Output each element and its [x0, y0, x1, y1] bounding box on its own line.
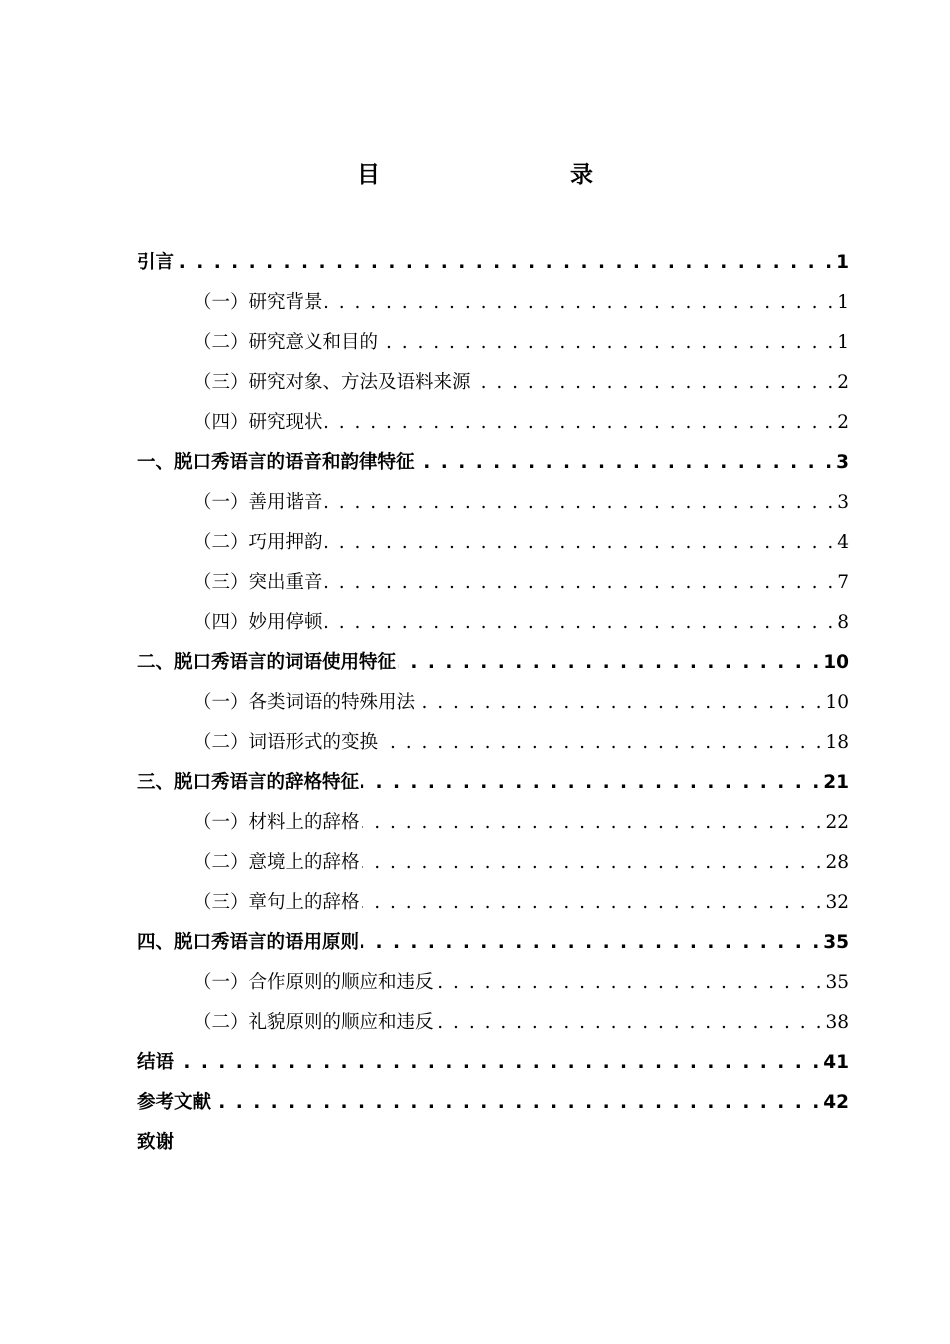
toc-dot-leader: [398, 648, 821, 678]
toc-entry-label: （一）善用谐音: [193, 492, 323, 513]
toc-entry-label: （三）突出重音: [193, 572, 323, 593]
toc-chapter-entry[interactable]: [137, 918, 849, 958]
toc-page-number: 3: [836, 452, 849, 473]
toc-page-number: 1: [837, 292, 849, 313]
toc-dot-leader: [380, 328, 835, 358]
toc-title: 目 录: [357, 162, 641, 188]
toc-entry-label: 三、脱口秀语言的辞格特征: [137, 772, 360, 793]
toc-section-entry[interactable]: [137, 358, 849, 398]
toc-section-entry[interactable]: [137, 998, 849, 1038]
toc-entry-label: （三）研究对象、方法及语料来源: [193, 372, 471, 393]
toc-dot-leader: [362, 848, 824, 878]
toc-entry-label: （一）材料上的辞格: [193, 812, 360, 833]
toc-page-number: 21: [823, 772, 849, 793]
toc-page-number: 35: [823, 932, 849, 953]
toc-page-number: 1: [836, 252, 849, 273]
toc-entry-label: （二）意境上的辞格: [193, 852, 360, 873]
toc-section-entry[interactable]: [137, 958, 849, 998]
toc-section-entry[interactable]: [137, 398, 849, 438]
toc-section-entry[interactable]: [137, 798, 849, 838]
toc-page-number: 2: [837, 372, 849, 393]
toc-entry-label: （二）研究意义和目的: [193, 332, 379, 353]
toc-dot-leader: [325, 528, 836, 558]
toc-dot-leader: [361, 768, 821, 798]
toc-section-entry[interactable]: [137, 718, 849, 758]
toc-entry-label: （一）各类词语的特殊用法: [193, 692, 416, 713]
toc-dot-leader: [176, 1048, 821, 1078]
toc-entry-label: 二、脱口秀语言的词语使用特征: [137, 652, 397, 673]
toc-entry-label: （二）词语形式的变换: [193, 732, 379, 753]
toc-dot-leader: [176, 248, 834, 278]
toc-page-number: 38: [825, 1012, 849, 1033]
toc-section-entry[interactable]: [137, 278, 849, 318]
toc-page-number: 32: [825, 892, 849, 913]
toc-dot-leader: [325, 408, 836, 438]
toc-section-entry[interactable]: [137, 678, 849, 718]
toc-page-number: 3: [837, 492, 849, 513]
toc-section-entry[interactable]: [137, 318, 849, 358]
toc-entry-label: 一、脱口秀语言的语音和韵律特征: [137, 452, 415, 473]
toc-entry-label: （二）巧用押韵: [193, 532, 323, 553]
toc-section-entry[interactable]: [137, 478, 849, 518]
toc-entry-label: （四）妙用停顿: [193, 612, 323, 633]
toc-dot-leader: [325, 608, 836, 638]
toc-entry-label: （四）研究现状: [193, 412, 323, 433]
toc-section-entry[interactable]: [137, 518, 849, 558]
toc-page-number: 8: [837, 612, 849, 633]
table-of-contents: [137, 238, 849, 1158]
toc-chapter-entry[interactable]: [137, 1038, 849, 1078]
toc-dot-leader: [362, 888, 824, 918]
toc-dot-leader: [436, 1008, 824, 1038]
toc-page-number: 42: [823, 1092, 849, 1113]
toc-section-entry[interactable]: [137, 838, 849, 878]
toc-chapter-entry[interactable]: [137, 438, 849, 478]
toc-page-number: 10: [823, 652, 849, 673]
toc-chapter-entry[interactable]: [137, 638, 849, 678]
toc-chapter-entry[interactable]: [137, 1078, 849, 1118]
toc-entry-label: 结语: [137, 1052, 175, 1073]
toc-dot-leader: [436, 968, 824, 998]
toc-dot-leader: [325, 568, 836, 598]
toc-page-number: 2: [837, 412, 849, 433]
toc-page-number: 28: [825, 852, 849, 873]
toc-page-number: 41: [823, 1052, 849, 1073]
toc-page-number: 18: [825, 732, 849, 753]
toc-chapter-entry[interactable]: [137, 1118, 849, 1158]
toc-entry-label: （一）合作原则的顺应和违反: [193, 972, 434, 993]
toc-entry-label: （一）研究背景: [193, 292, 323, 313]
toc-dot-leader: [417, 688, 823, 718]
toc-entry-label: （三）章句上的辞格: [193, 892, 360, 913]
toc-page-number: 10: [825, 692, 849, 713]
toc-page-number: 1: [837, 332, 849, 353]
toc-page-number: 22: [825, 812, 849, 833]
toc-entry-label: （二）礼貌原则的顺应和违反: [193, 1012, 434, 1033]
toc-dot-leader: [473, 368, 836, 398]
toc-dot-leader: [361, 928, 821, 958]
toc-section-entry[interactable]: [137, 598, 849, 638]
toc-page-number: 7: [837, 572, 849, 593]
toc-dot-leader: [325, 488, 836, 518]
toc-dot-leader: [417, 448, 835, 478]
toc-entry-label: 参考文献: [137, 1092, 212, 1113]
toc-page-number: 4: [837, 532, 849, 553]
toc-dot-leader: [213, 1088, 821, 1118]
toc-dot-leader: [325, 288, 836, 318]
toc-entry-label: 四、脱口秀语言的语用原则: [137, 932, 360, 953]
toc-entry-label: 致谢: [137, 1132, 175, 1153]
toc-chapter-entry[interactable]: [137, 758, 849, 798]
toc-chapter-entry[interactable]: [137, 238, 849, 278]
toc-section-entry[interactable]: [137, 878, 849, 918]
toc-dot-leader: [362, 808, 824, 838]
toc-section-entry[interactable]: [137, 558, 849, 598]
toc-dot-leader: [380, 728, 823, 758]
toc-entry-label: 引言: [137, 252, 175, 273]
toc-page-number: 35: [825, 972, 849, 993]
